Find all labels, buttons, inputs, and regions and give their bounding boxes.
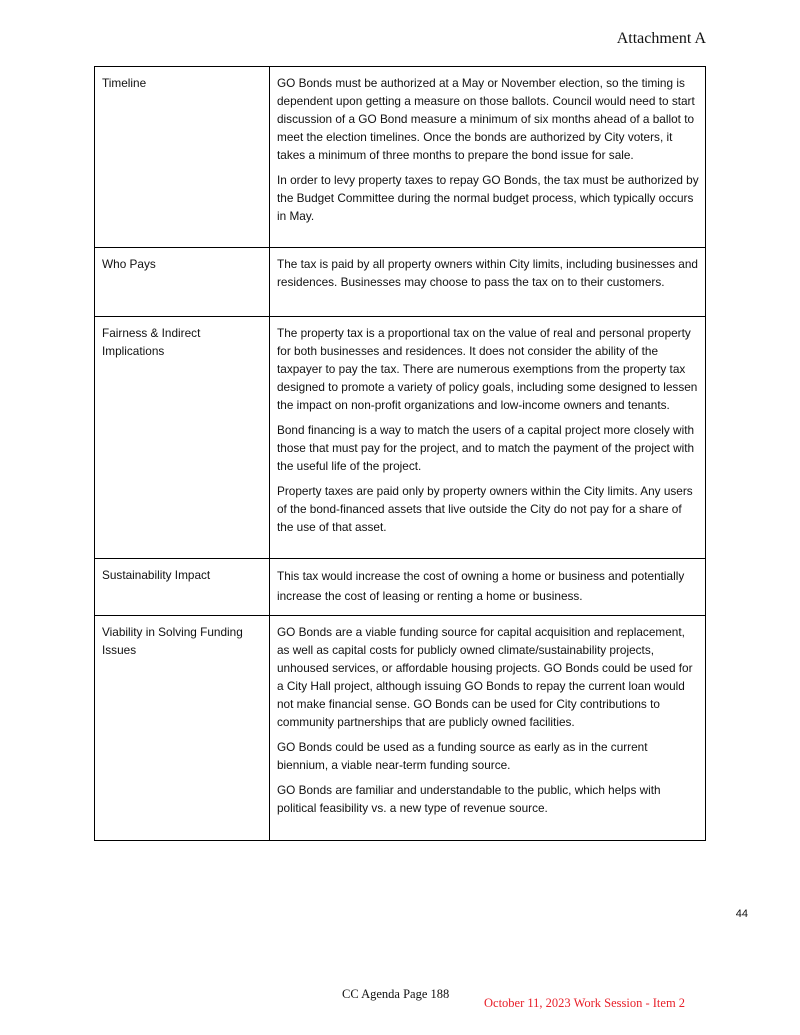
- attachment-label: Attachment A: [616, 30, 706, 47]
- row-label: Viability in Solving Funding Issues: [95, 616, 270, 841]
- table-row: [95, 559, 706, 616]
- row-content: [270, 67, 706, 248]
- row-label: Fairness & Indirect Implications: [95, 317, 270, 559]
- paragraph: The property tax is a proportional tax on the value of real and personal property for both businesses and residences. It does not consider the ability of the taxpayer to pay the tax. There are numerous exemptions from the property tax designed to promote a variety of policy goals, including some designed to lessen the impact on non-profit organizations and low-income owners and tenants.: [277, 326, 698, 412]
- funding-option-table: [94, 66, 706, 841]
- paragraph: Bond financing is a way to match the users of a capital project more closely with those that must pay for the project, and to match the payment of the project with the useful life of the project.: [277, 423, 695, 473]
- row-content: [270, 248, 706, 317]
- paragraph: GO Bonds could be used as a funding source as early as in the current biennium, a viable near-term funding source.: [277, 740, 648, 772]
- row-content: [270, 559, 706, 616]
- row-content: [270, 616, 706, 841]
- table-row: [95, 616, 706, 841]
- row-label: Timeline: [95, 67, 270, 248]
- session-label: October 11, 2023 Work Session - Item 2: [484, 996, 686, 1010]
- row-content: [270, 317, 706, 559]
- table-row: [95, 248, 706, 317]
- row-label: Sustainability Impact: [95, 559, 270, 616]
- paragraph: GO Bonds must be authorized at a May or November election, so the timing is dependent upon getting a measure on those ballots. Council would need to start discussion of a GO Bond measure a minimum of six months ahead of a ballot to meet the election timelines. Once the bonds are authorized by City voters, it takes a minimum of three months to prepare the bond issue for sale.: [277, 76, 695, 162]
- row-label: Who Pays: [95, 248, 270, 317]
- table-row: [95, 67, 706, 248]
- paragraph: Property taxes are paid only by property owners within the City limits. Any users of the bond-financed assets that live outside the City do not pay for a share of the use of that asset.: [277, 484, 693, 534]
- table-row: [95, 317, 706, 559]
- agenda-page-label: CC Agenda Page 188: [342, 987, 450, 1001]
- paragraph: GO Bonds are familiar and understandable to the public, which helps with political feasibility vs. a new type of revenue source.: [277, 783, 661, 815]
- paragraph: GO Bonds are a viable funding source for capital acquisition and replacement, as well as capital costs for publicly owned climate/sustainability projects, unhoused services, or affordable housing projects. GO Bonds could be used for a City Hall project, although issuing GO Bonds to repay the current loan would not make financial sense. GO Bonds can be used for City contributions to community partnerships that are publicly owned facilities.: [277, 625, 693, 729]
- paragraph: In order to levy property taxes to repay GO Bonds, the tax must be authorized by the Budget Committee during the normal budget process, which typically occurs in May.: [277, 173, 699, 223]
- page-number: 44: [735, 908, 748, 920]
- paragraph: This tax would increase the cost of owning a home or business and potentially increase the cost of leasing or renting a home or business.: [277, 569, 685, 603]
- paragraph: The tax is paid by all property owners within City limits, including businesses and residences. Businesses may choose to pass the tax on to their customers.: [277, 257, 698, 289]
